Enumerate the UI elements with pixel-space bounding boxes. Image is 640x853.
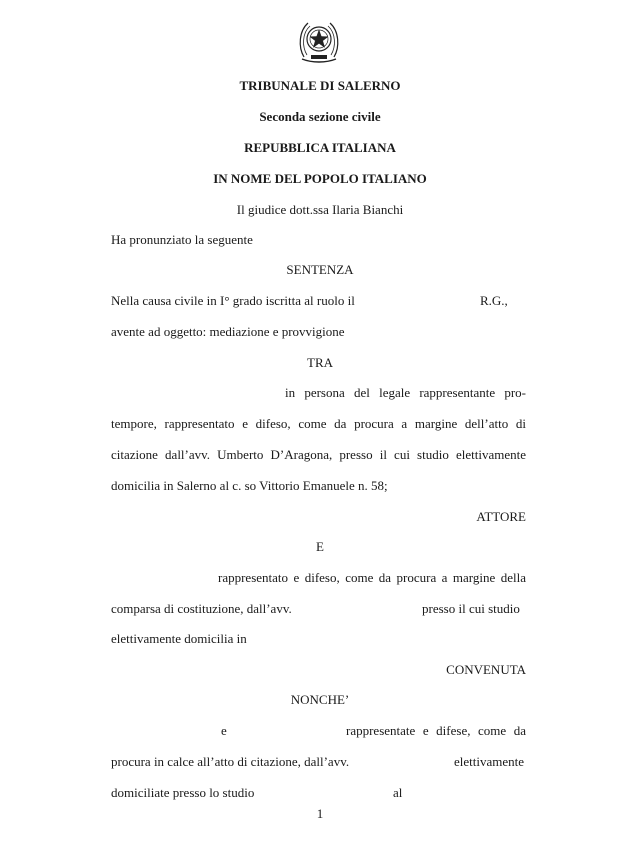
defendant-role: CONVENUTA <box>446 662 526 677</box>
and-heading: E <box>316 539 324 554</box>
cause-line-right: R.G., <box>480 293 508 308</box>
judge-line: Il giudice dott.ssa Ilaria Bianchi <box>236 202 404 217</box>
court-name: TRIBUNALE DI SALERNO <box>239 78 401 93</box>
defendant-line-2-left: comparsa di costituzione, dall’avv. <box>111 601 292 616</box>
cause-line-left: Nella causa civile in I° grado iscritta al ruolo il <box>111 293 355 308</box>
defendant-line-1: rappresentato e difeso, come da procura a margine della <box>218 570 526 585</box>
subject-line: avente ad oggetto: mediazione e provvigione <box>111 324 345 339</box>
third-line-1-left: e <box>221 723 227 738</box>
republic-emblem-icon <box>298 17 340 63</box>
plaintiff-line-4: domicilia in Salerno al c. so Vittorio Emanuele n. 58; <box>111 478 388 493</box>
third-line-3-left: domiciliate presso lo studio <box>111 785 255 800</box>
sentence-title: SENTENZA <box>286 262 354 277</box>
third-line-3-right: al <box>393 785 403 800</box>
page-number: 1 <box>316 806 324 821</box>
intro-line: Ha pronunziato la seguente <box>111 232 253 247</box>
plaintiff-line-3: citazione dall’avv. Umberto D’Aragona, presso il cui studio elettivamente <box>111 447 526 462</box>
formula-heading: IN NOME DEL POPOLO ITALIANO <box>213 171 427 186</box>
plaintiff-line-1: in persona del legale rappresentante pro- <box>285 385 526 400</box>
third-line-1-right: rappresentate e difese, come da <box>346 723 526 738</box>
nonche-heading: NONCHE’ <box>290 692 350 707</box>
republic-heading: REPUBBLICA ITALIANA <box>244 140 396 155</box>
defendant-line-2-right: presso il cui studio <box>422 601 520 616</box>
tra-heading: TRA <box>307 355 333 370</box>
plaintiff-role: ATTORE <box>476 509 526 524</box>
court-section: Seconda sezione civile <box>259 109 381 124</box>
third-line-2-right: elettivamente <box>454 754 525 769</box>
defendant-line-3: elettivamente domicilia in <box>111 631 247 646</box>
plaintiff-line-2: tempore, rappresentato e difeso, come da procura a margine dell’atto di <box>111 416 526 431</box>
third-line-2-left: procura in calce all’atto di citazione, dall’avv. <box>111 754 350 769</box>
